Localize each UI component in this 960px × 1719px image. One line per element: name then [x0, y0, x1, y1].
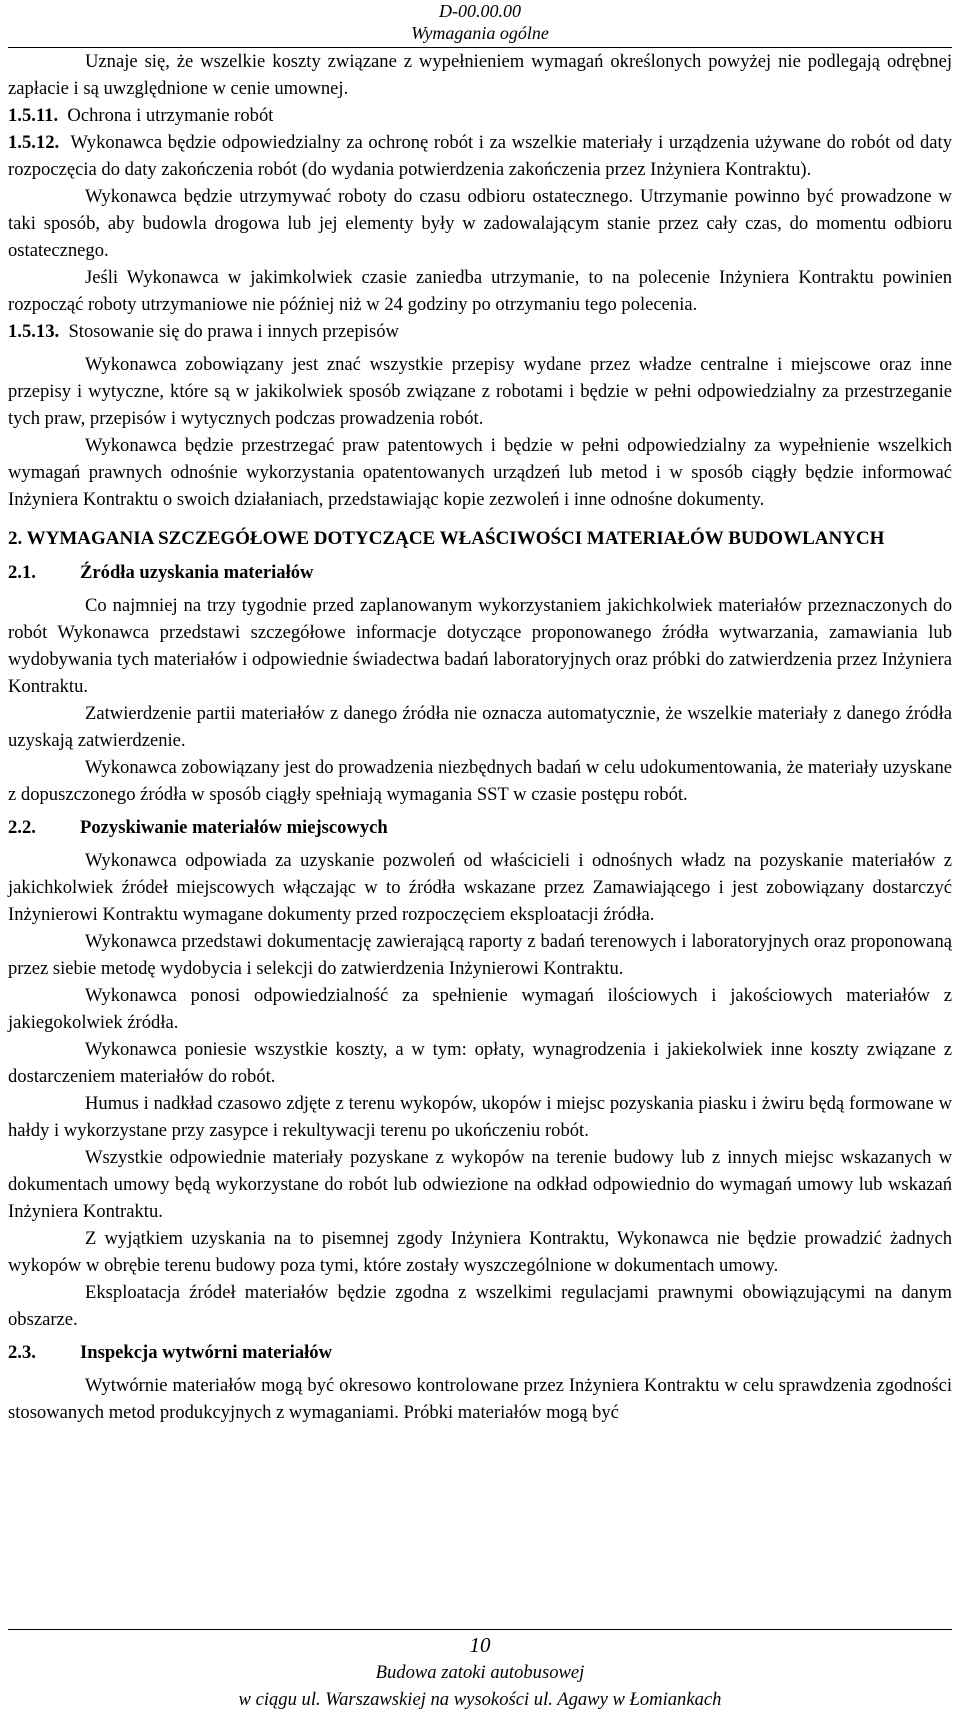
- section-number: 2.2.: [8, 817, 36, 838]
- section-number: 2.1.: [8, 562, 36, 583]
- header-code: D-00.00.00: [439, 1, 521, 21]
- section-number: 1.5.12.: [8, 132, 60, 153]
- paragraph: Wykonawca zobowiązany jest do prowadzenia niezbędnych badań w celu udokumentowania, że materiały uzyskane z dopuszczonego źródła w sposób ciągły spełniają wymagania SST w czasie postępu robót.: [8, 757, 952, 805]
- section-title: Stosowanie się do prawa i innych przepisów: [68, 321, 399, 342]
- paragraph: Humus i nadkład czasowo zdjęte z terenu wykopów, ukopów i miejsc pozyskania piasku i żwiru będą formowane w hałdy i wykorzystane przy zasypce i rekultywacji terenu po ukończeniu robót.: [8, 1093, 952, 1141]
- section-title: Pozyskiwanie materiałów miejscowych: [80, 817, 388, 838]
- paragraph: Wytwórnie materiałów mogą być okresowo kontrolowane przez Inżyniera Kontraktu w celu sprawdzenia zgodności stosowanych metod produkcyjnych z wymaganiami. Próbki materiałów mogą być: [8, 1375, 952, 1423]
- paragraph: Wykonawca będzie utrzymywać roboty do czasu odbioru ostatecznego. Utrzymanie powinno być prowadzone w taki sposób, aby budowla drogowa lub jej elementy były w zadowalającym stanie przez cały czas, do momentu odbioru ostatecznego.: [8, 186, 952, 261]
- section-number: 1.5.13.: [8, 321, 60, 342]
- chapter-heading: 2. WYMAGANIA SZCZEGÓŁOWE DOTYCZĄCE WŁAŚCIWOŚCI MATERIAŁÓW BUDOWLANYCH: [8, 528, 885, 549]
- paragraph: Co najmniej na trzy tygodnie przed zaplanowanym wykorzystaniem jakichkolwiek materiałów przeznaczonych do robót Wykonawca przedstawi szczegółowe informacje dotyczące proponowanego źródła wytwarzania, zamawiania lub wydobywania tych materiałów i odpowiednie świadectwa badań laboratoryjnych oraz próbki do zatwierdzenia przez Inżyniera Kontraktu.: [8, 595, 952, 697]
- paragraph: Wykonawca poniesie wszystkie koszty, a w tym: opłaty, wynagrodzenia i jakiekolwiek inne koszty związane z dostarczeniem materiałów do robót.: [8, 1039, 952, 1087]
- header-title: Wymagania ogólne: [411, 23, 549, 43]
- document-body: [8, 48, 952, 1426]
- paragraph: Wykonawca zobowiązany jest znać wszystkie przepisy wydane przez władze centralne i miejscowe oraz inne przepisy i wytyczne, które są w jakikolwiek sposób związane z robotami i będzie w pełni odpowiedzialny za przestrzeganie tych praw, przepisów i wytycznych podczas prowadzenia robót.: [8, 354, 952, 429]
- paragraph: Wykonawca będzie przestrzegać praw patentowych i będzie w pełni odpowiedzialny za wypełnienie wszelkich wymagań prawnych odnośnie wykorzystania opatentowanych urządzeń lub metod i w sposób ciągły będzie informować Inżyniera Kontraktu o swoich działaniach, przedstawiając kopie zezwoleń i inne odnośne dokumenty.: [8, 435, 952, 510]
- paragraph: Jeśli Wykonawca w jakimkolwiek czasie zaniedba utrzymanie, to na polecenie Inżyniera Kontraktu powinien rozpocząć roboty utrzymaniowe nie później niż w 24 godziny po otrzymaniu tego polecenia.: [8, 267, 952, 315]
- page-number: 10: [469, 1633, 491, 1657]
- section-title: Ochrona i utrzymanie robót: [67, 105, 274, 126]
- paragraph: Uznaje się, że wszelkie koszty związane z wypełnieniem wymagań określonych powyżej nie podlegają odrębnej zapłacie i są uwzględnione w cenie umownej.: [8, 51, 952, 99]
- section-2-2: [8, 814, 952, 841]
- section-1-5-11: [8, 102, 952, 129]
- footer-divider: [8, 1629, 952, 1630]
- paragraph: Zatwierdzenie partii materiałów z danego źródła nie oznacza automatycznie, że wszelkie materiały z danego źródła uzyskają zatwierdzenie.: [8, 703, 952, 751]
- section-1-5-12: [8, 129, 952, 183]
- paragraph: Z wyjątkiem uzyskania na to pisemnej zgody Inżyniera Kontraktu, Wykonawca nie będzie prowadzić żadnych wykopów w obrębie terenu budowy poza tymi, które zostały wyszczególnione w dokumentach umowy.: [8, 1228, 952, 1276]
- paragraph: Wszystkie odpowiednie materiały pozyskane z wykopów na terenie budowy lub z innych miejsc wskazanych w dokumentach umowy będą wykorzystane do robót lub odwiezione na odkład odpowiednio do wymagań umowy lub wskazań Inżyniera Kontraktu.: [8, 1147, 952, 1222]
- section-number: 2.3.: [8, 1342, 36, 1363]
- section-text: Wykonawca będzie odpowiedzialny za ochronę robót i za wszelkie materiały i urządzenia używane do robót od daty rozpoczęcia do daty zakończenia robót (do wydania potwierdzenia zakończenia przez Inżyniera Kontraktu).: [8, 132, 953, 180]
- paragraph: Wykonawca przedstawi dokumentację zawierającą raporty z badań terenowych i laboratoryjnych oraz proponowaną przez siebie metodę wydobycia i selekcji do zatwierdzenia Inżynierowi Kontraktu.: [8, 931, 952, 979]
- section-number: 1.5.11.: [8, 105, 59, 126]
- section-title: Źródła uzyskania materiałów: [80, 562, 314, 583]
- section-1-5-13: [8, 318, 952, 345]
- footer-project-title: Budowa zatoki autobusowej: [375, 1662, 585, 1683]
- paragraph: Eksploatacja źródeł materiałów będzie zgodna z wszelkimi regulacjami prawnymi obowiązującymi na danym obszarze.: [8, 1282, 952, 1330]
- section-2-1: [8, 559, 952, 586]
- paragraph: Wykonawca odpowiada za uzyskanie pozwoleń od właścicieli i odnośnych władz na pozyskanie materiałów z jakichkolwiek źródeł miejscowych włączając w to źródła wskazane przez Zamawiającego i jest zobowiązany dostarczyć Inżynierowi Kontraktu wymagane dokumenty przed rozpoczęciem eksploatacji źródła.: [8, 850, 952, 925]
- section-title: Inspekcja wytwórni materiałów: [80, 1342, 333, 1363]
- section-2-3: [8, 1339, 952, 1366]
- paragraph: Wykonawca ponosi odpowiedzialność za spełnienie wymagań ilościowych i jakościowych materiałów z jakiegokolwiek źródła.: [8, 985, 952, 1033]
- footer-project-location: w ciągu ul. Warszawskiej na wysokości ul. Agawy w Łomiankach: [238, 1689, 722, 1710]
